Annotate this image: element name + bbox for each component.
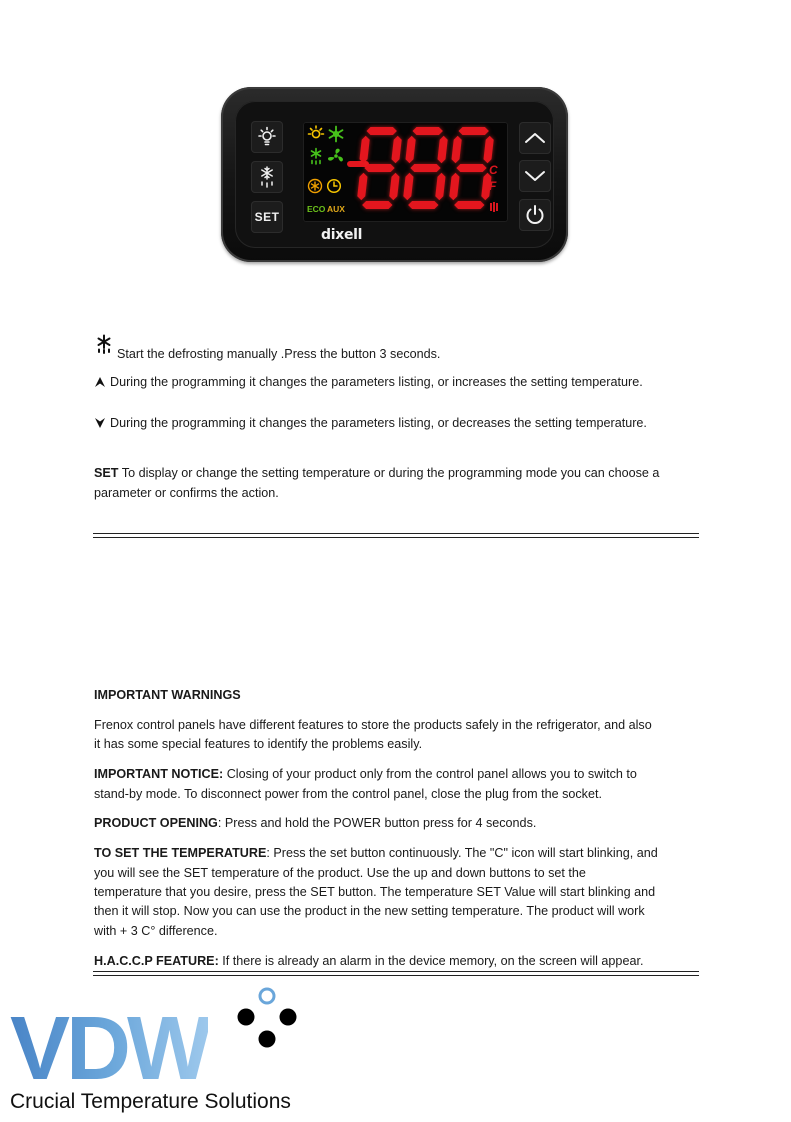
digit-1-segment-e [357,173,367,200]
set-temperature-3 [94,883,655,903]
digit-1-segment-a [367,127,397,135]
digit-1-segment-d [362,201,392,209]
set-temperature-5 [94,922,217,942]
set-key-text-1: To display or change the setting temperature or during the programming mode you can choose a [118,466,660,480]
set-button[interactable] [251,201,283,233]
down-button[interactable] [519,160,551,192]
set-key-label: SET [94,466,119,480]
power-button[interactable] [519,199,551,231]
fahrenheit-indicator: F [489,179,497,193]
down-arrow-icon [94,417,106,429]
up-arrow-icon [94,376,106,388]
dixell-logo: dixell [321,227,363,243]
up-button[interactable] [519,122,551,154]
alarm-status-icon [487,201,501,213]
power-icon [524,204,546,226]
warnings-heading-text: IMPORTANT WARNINGS [94,688,241,702]
warnings-intro-1 [94,716,652,736]
aux-indicator: AUX [327,204,345,214]
set-key-text-2: parameter or confirms the action. [94,486,279,500]
haccp-feature-label: H.A.C.C.P FEATURE: [94,954,219,968]
panel-face [235,101,554,248]
digit-2-segment-d [408,201,438,209]
digit-3-segment-d [454,201,484,209]
important-notice-1 [94,765,637,785]
set-button-label: SET [254,210,280,224]
defrost-status-icon [307,147,325,165]
digit-2-segment-f [406,136,416,163]
set-temperature-1 [94,844,658,864]
controller-panel [221,87,568,262]
celsius-indicator: C [489,163,498,177]
digit-1-segment-g [364,164,394,172]
defrost-button[interactable] [251,161,283,193]
product-opening-label: PRODUCT OPENING [94,816,218,830]
set-temperature-text-1: : Press the set button continuously. The "C" icon will start blinking, and [266,846,658,860]
haccp-feature [94,952,643,972]
down-key-text: During the programming it changes the parameters listing, or decreases the setting temperature. [110,416,647,430]
set-temperature-4 [94,902,645,922]
haccp-feature-text: If there is already an alarm in the device memory, on the screen will appear. [218,954,644,968]
important-notice-text-1: Closing of your product only from the control panel allows you to switch to [223,767,637,781]
important-notice-label: IMPORTANT NOTICE: [94,767,224,781]
warnings-intro-text-2: it has some special features to identify the problems easily. [94,737,423,751]
digit-2-segment-b [438,136,448,163]
digit-1-segment-f [360,136,370,163]
eco-indicator: ECO [307,204,326,214]
digit-3-segment-e [449,173,459,200]
set-temperature-text-4: then it will stop. Now you can use the product in the new setting temperature. The product will work [94,904,645,918]
heater-icon [307,178,323,194]
digit-3-segment-b [484,136,494,163]
bottom-divider [93,971,699,976]
light-bulb-icon [256,126,278,148]
light-status-icon [307,125,325,143]
digit-1-segment-c [389,173,399,200]
digit-3-segment-g [456,164,486,172]
digit-1-segment-b [392,136,402,163]
compressor-snowflake-icon [327,125,345,143]
warnings-intro-text-1: Frenox control panels have different features to store the products safely in the refrigerator, and also [94,718,652,732]
product-opening [94,814,536,834]
vdw-tagline: Crucial Temperature Solutions [10,1090,291,1113]
product-opening-text: : Press and hold the POWER button press for 4 seconds. [217,816,537,830]
digit-2-segment-c [435,173,445,200]
defrost-key-description [94,334,440,365]
chevron-up-icon [524,131,546,145]
set-key-description-cont [94,484,279,504]
up-key-text: During the programming it changes the parameters listing, or increases the setting temperature. [110,375,643,389]
clock-icon [326,178,342,194]
set-temperature-label: TO SET THE TEMPERATURE [94,846,267,860]
digit-2-segment-e [403,173,413,200]
defrost-icon [256,165,278,189]
down-key-description [94,414,647,434]
defrost-key-icon [94,334,114,354]
up-key-description [94,373,643,393]
set-temperature-2 [94,864,586,884]
digit-3-segment-f [452,136,462,163]
led-display [303,122,508,222]
set-temperature-text-2: you will see the SET temperature of the product. Use the up and down buttons to set the [94,866,586,880]
set-temperature-text-5: with + 3 C° difference. [94,924,218,938]
seven-segment-digits [355,126,495,216]
set-key-description [94,464,659,484]
important-notice-2 [94,785,602,805]
warnings-heading [94,686,241,706]
light-button[interactable] [251,121,283,153]
fan-icon [327,147,345,165]
defrost-key-text: Start the defrosting manually .Press the button 3 seconds. [117,347,441,361]
digit-2-segment-a [413,127,443,135]
digit-2-segment-g [410,164,440,172]
warnings-intro-2 [94,735,422,755]
section-divider [93,533,699,538]
vdw-logo-dots [232,986,302,1052]
set-temperature-text-3: temperature that you desire, press the SET button. The temperature SET Value will start blinking and [94,885,656,899]
vdw-logo-word: VDW [10,999,208,1099]
chevron-down-icon [524,169,546,183]
important-notice-text-2: stand-by mode. To disconnect power from the control panel, close the plug from the socket. [94,787,602,801]
digit-3-segment-a [459,127,489,135]
